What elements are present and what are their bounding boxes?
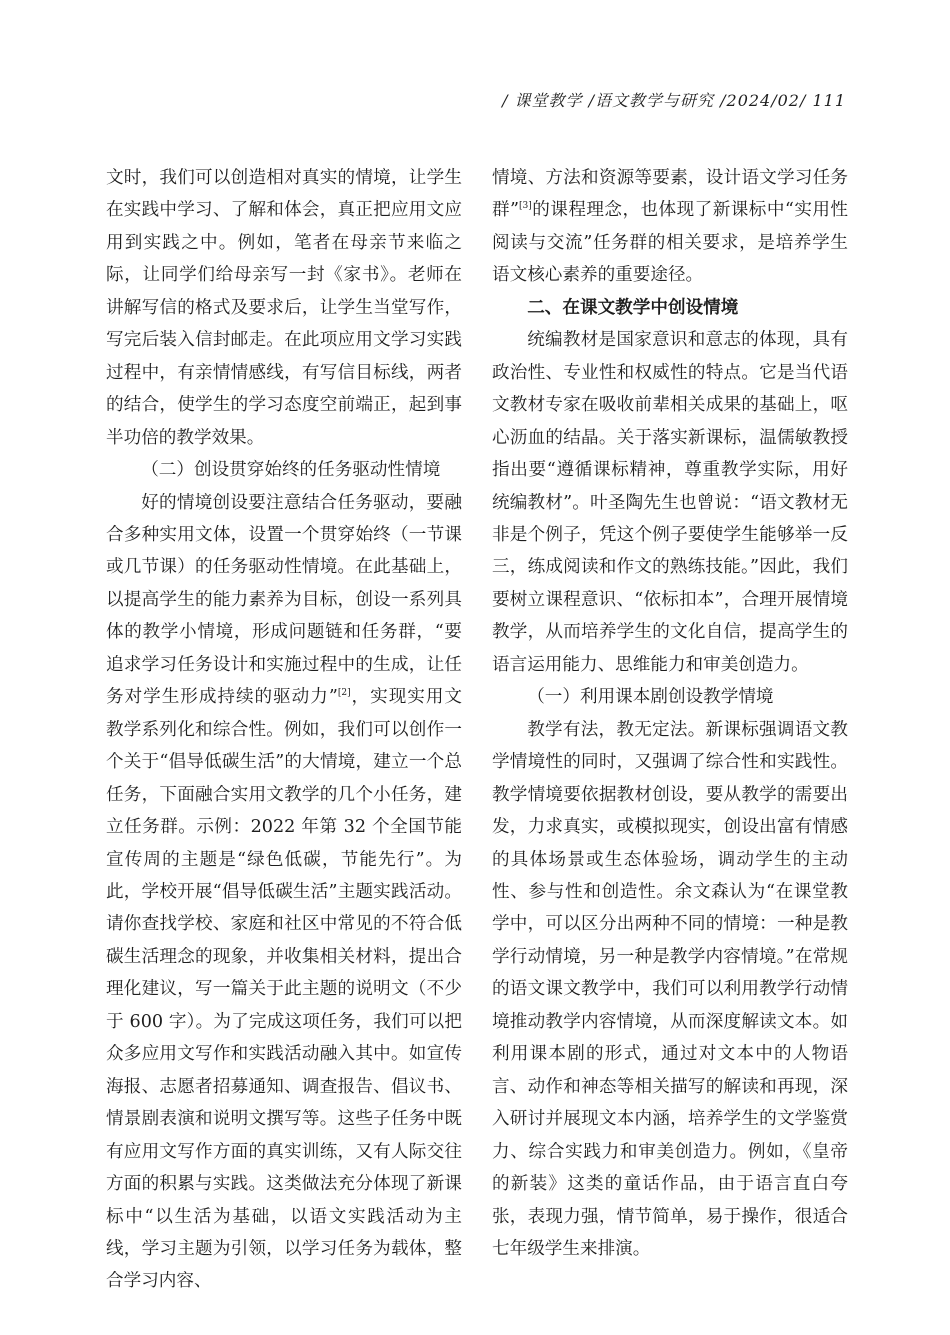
paragraph-text: ，实现实用文教学系列化和综合性。例如，我们可以创作一个关于“倡导低碳生活”的大情境，建立一个总任务，下面融合实用文教学的几个小任务，建立任务群。示例：2022 年第 32 个全国节能宣传周的主题是“绿色低碳，节能先行”。为此，学校开展“倡导低碳生活”主题实践活动。请你查找学校、家庭和社区中常见的不符合低碳生活理念的现象，并收集相关材料，提出合理化建议，写一篇关于此主题的说明文（不少于 600 字）。为了完成这项任务，我们可以把众多应用文写作和实践活动融入其中。如宣传海报、志愿者招募通知、调查报告、倡议书、情景剧表演和说明文撰写等。这些子任务中既有应用文写作方面的真实训练，又有人际交往方面的积累与实践。这类做法充分体现了新课标中“以生活为基础，以语文实践活动为主线，学习主题为引领，以学习任务为载体，整合学习内容、 [106, 687, 462, 1292]
citation-marker: [3] [519, 201, 532, 212]
citation-marker: [2] [337, 688, 351, 699]
paragraph-text: 好的情境创设要注意结合任务驱动，要融合多种实用文体，设置一个贯穿始终（一节课或几节课）的任务驱动性情境。在此基础上，以提高学生的能力素养为目标，创设一系列具体的教学小情境，形成问题链和任务群，“要追求学习任务设计和实施过程中的生成，让任务对学生形成持续的驱动力” [106, 492, 462, 708]
left-column [106, 162, 462, 1298]
running-head: / 课堂教学 /语文教学与研究 /2024/02/ 111 [502, 91, 846, 110]
paragraph: 文时，我们可以创造相对真实的情境，让学生在实践中学习、了解和体会，真正把应用文应用到实践之中。例如，笔者在母亲节来临之际，让同学们给母亲写一封《家书》。老师在讲解写信的格式及要求后，让学生当堂写作，写完后装入信封邮走。在此项应用文学习实践过程中，有亲情情感线，有写信目标线，两者的结合，使学生的学习态度空前端正，起到事半功倍的教学效果。 [106, 168, 462, 448]
paragraph [106, 487, 462, 1298]
section-heading: 二、在课文教学中创设情境 [527, 297, 739, 318]
paragraph: 统编教材是国家意识和意志的体现，具有政治性、专业性和权威性的特点。它是当代语文教材专家在吸收前辈相关成果的基础上，呕心沥血的结晶。关于落实新课标，温儒敏教授指出要“遵循课标精神，尊重教学实际，用好统编教材”。叶圣陶先生也曾说：“语文教材无非是个例子，凭这个例子要使学生能够举一反三，练成阅读和作文的熟练技能。”因此，我们要树立课程意识、“依标扣本”，合理开展情境教学，从而培养学生的文化自信，提高学生的语言运用能力、思维能力和审美创造力。 [492, 330, 848, 675]
section-subheading: （一）利用课本剧创设教学情境 [527, 687, 774, 708]
paragraph [492, 162, 848, 292]
section-subheading: （二）创设贯穿始终的任务驱动性情境 [141, 460, 441, 481]
right-column [492, 162, 848, 1265]
paragraph-text: 情境、方法和资源等要素，设计语文学习任务群” [492, 168, 848, 221]
paragraph-text: 的课程理念，也体现了新课标中“实用性阅读与交流”任务群的相关要求，是培养学生语文核心素养的重要途径。 [492, 200, 848, 286]
paragraph: 教学有法，教无定法。新课标强调语文教学情境性的同时，又强调了综合性和实践性。教学情境要依据教材创设，要从教学的需要出发，力求真实，或模拟现实，创设出富有情感的具体场景或生态体验场，调动学生的主动性、参与性和创造性。余文森认为“在课堂教学中，可以区分出两种不同的情境：一种是教学行动情境，另一种是教学内容情境。”在常规的语文课文教学中，我们可以利用教学行动情境推动教学内容情境，从而深度解读文本。如利用课本剧的形式，通过对文本中的人物语言、动作和神态等相关描写的解读和再现，深入研讨并展现文本内涵，培养学生的文学鉴赏力、综合实践力和审美创造力。例如，《皇帝的新装》这类的童话作品，由于语言直白夸张，表现力强，情节简单，易于操作，很适合七年级学生来排演。 [492, 719, 848, 1259]
